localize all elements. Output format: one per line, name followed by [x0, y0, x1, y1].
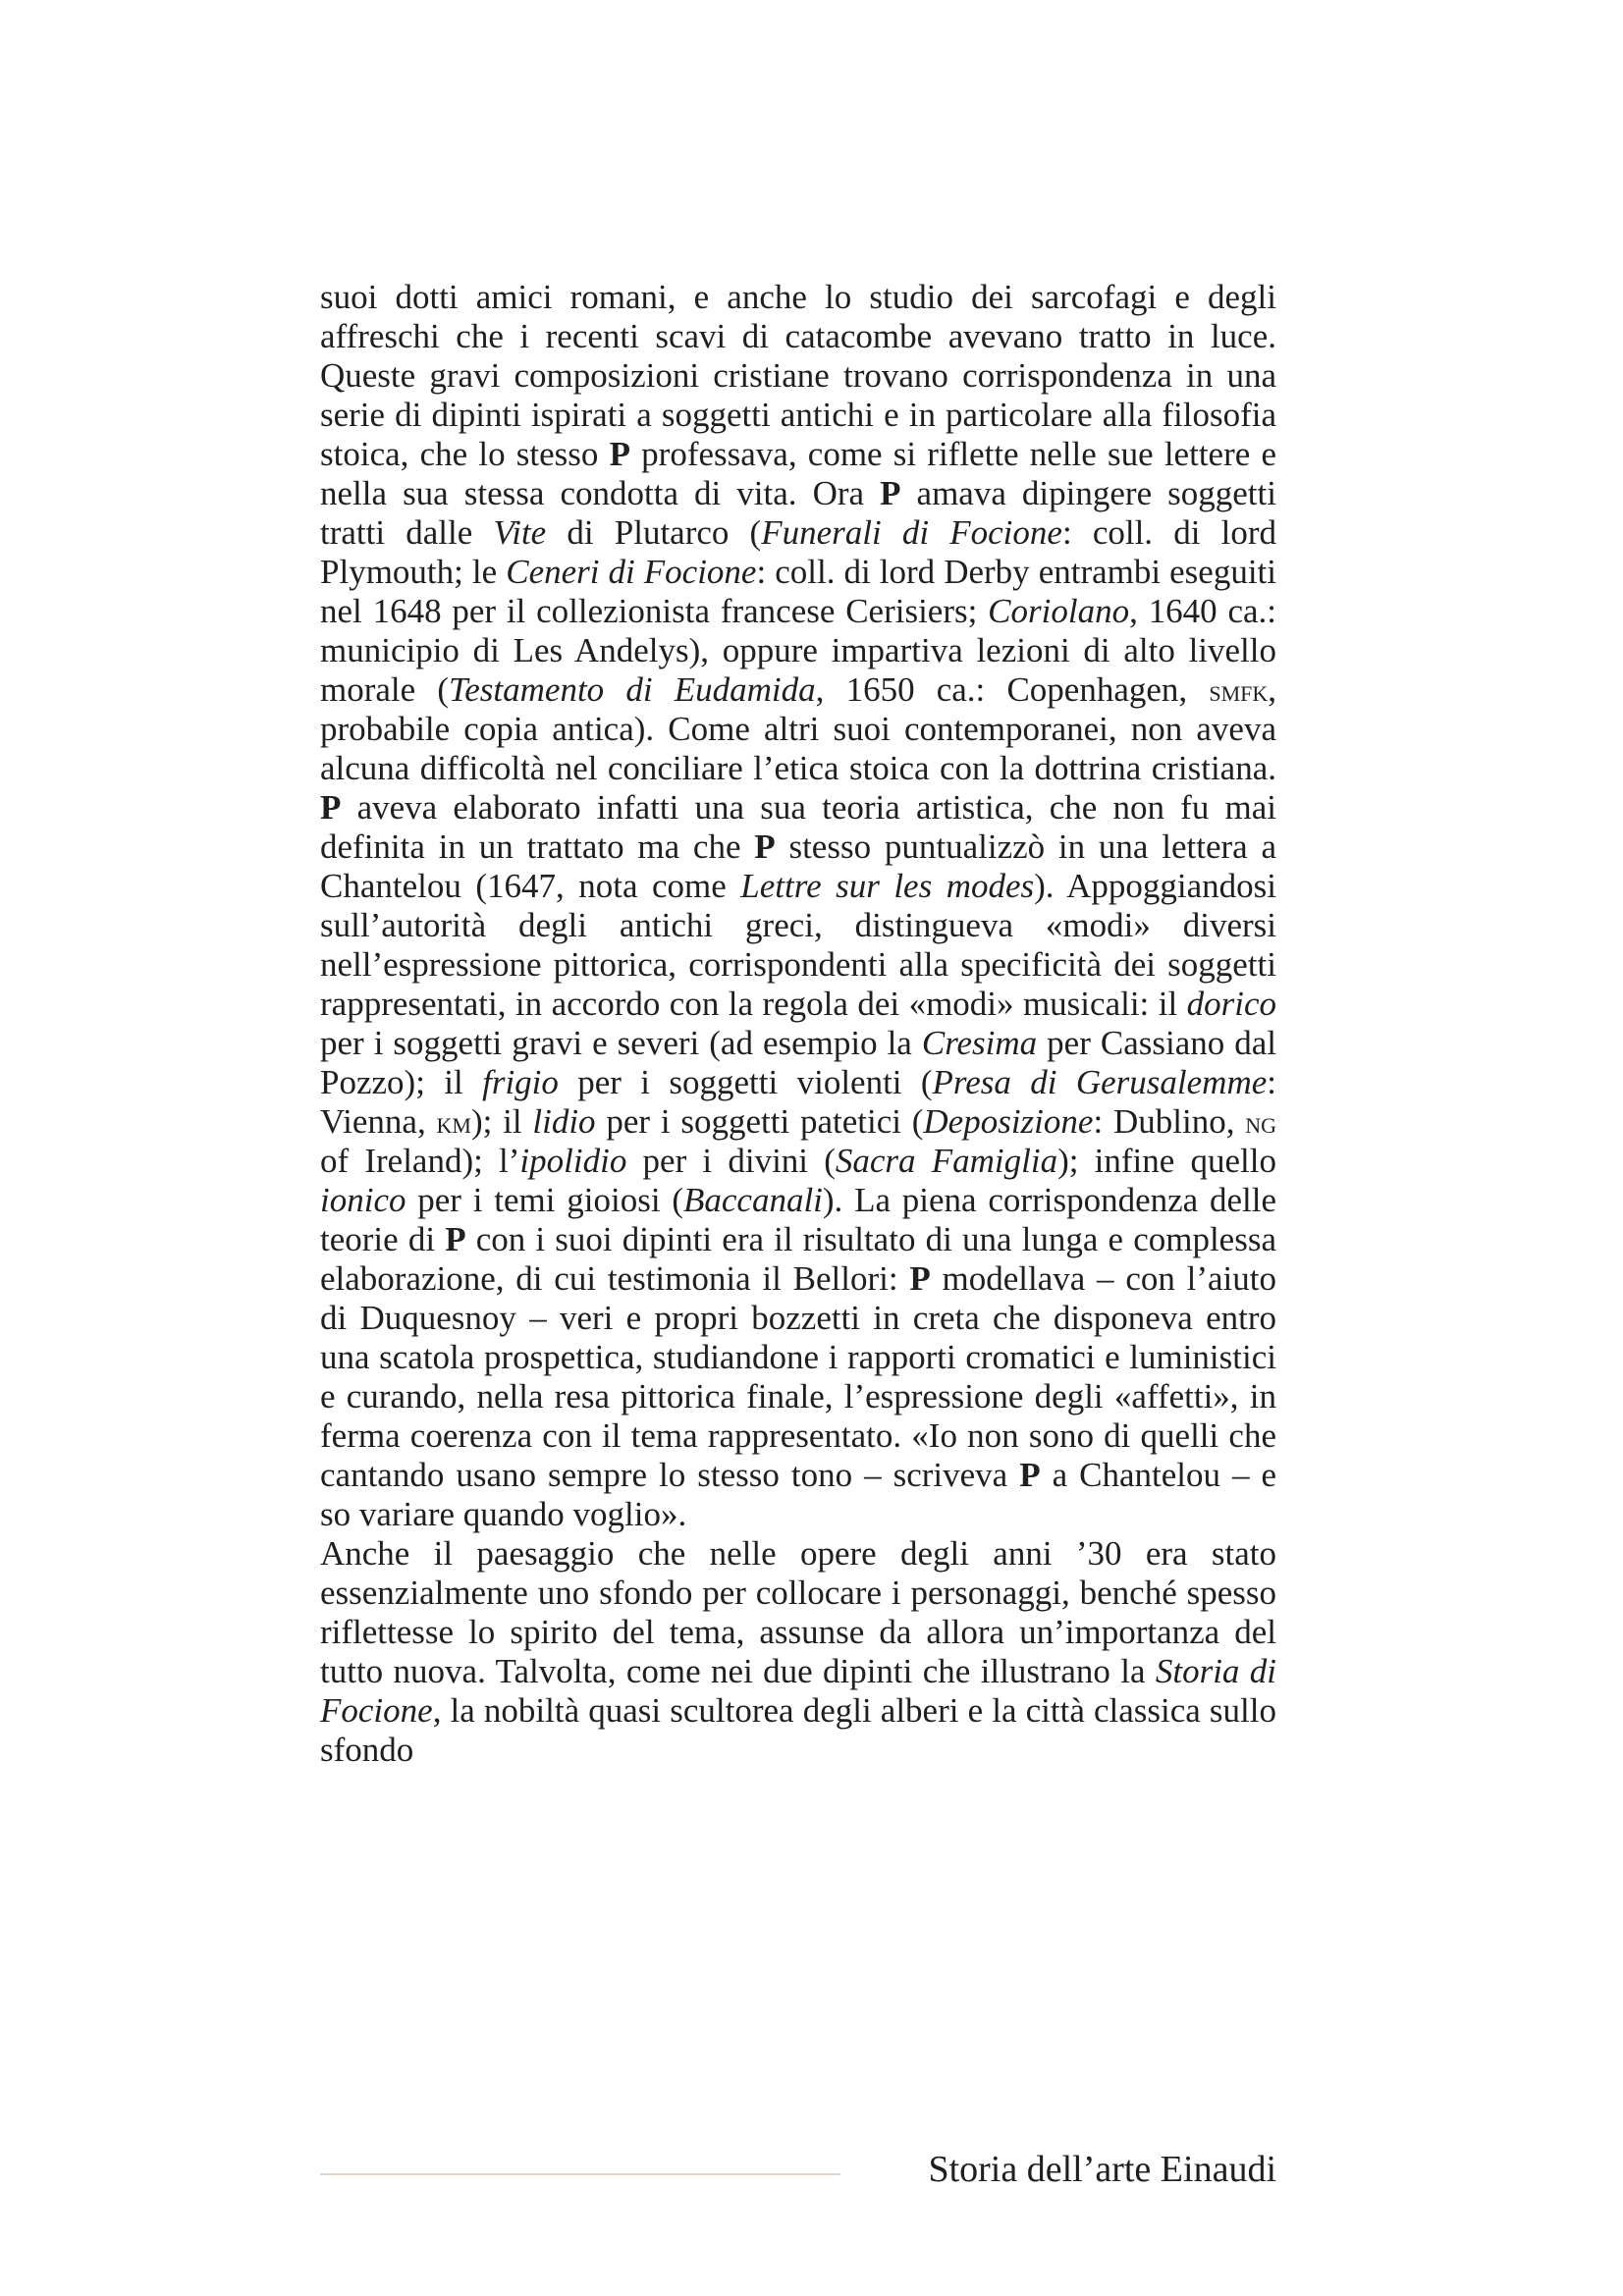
work-title: Sacra Famiglia — [835, 1142, 1058, 1180]
text-run: of Ireland); l’ — [320, 1142, 520, 1180]
text-run: ); il — [470, 1102, 533, 1141]
text-run: amava dipingere soggetti tratti dalle — [320, 474, 1276, 552]
author-initial: P — [1019, 1456, 1041, 1494]
author-initial: P — [754, 828, 776, 866]
paragraph-1 — [320, 278, 1276, 1534]
author-initial: P — [445, 1220, 466, 1258]
paragraph-2 — [320, 1534, 1276, 1770]
mode-name: dorico — [1186, 985, 1276, 1023]
mode-name: frigio — [482, 1063, 559, 1101]
work-title: Storia di Focione — [320, 1652, 1276, 1730]
work-title: Baccanali — [683, 1181, 823, 1219]
text-run: ); infine quello — [1057, 1142, 1276, 1180]
work-title: Cresima — [921, 1024, 1038, 1062]
text-run: per i soggetti violenti ( — [558, 1063, 933, 1101]
text-run: per i soggetti gravi e severi (ad esempio la — [320, 1024, 922, 1062]
body-text — [320, 278, 1276, 1770]
text-run: ). Appoggiandosi sull’autorità degli antichi greci, distingueva «modi» diversi nell’espressione pittorica, corrispondenti alla specificità dei soggetti rappresentati, in accordo con la regola dei «modi» musicali: il — [320, 867, 1276, 1023]
text-run: professava, come si riflette nelle sue lettere e nella sua stessa condotta di vita. Ora — [320, 435, 1276, 512]
author-initial: P — [320, 788, 342, 827]
text-run: : coll. di lord Plymouth; le — [320, 513, 1276, 591]
work-title: Lettre sur les modes — [740, 867, 1035, 905]
work-title: Deposizione — [923, 1102, 1094, 1141]
text-run: Anche il paesaggio che nelle opere degli anni ’30 era stato essenzialmente uno sfondo per collocare i personaggi, benché spesso riflettesse lo spirito del tema, assunse da allora un’importanza del tutto nuova. Talvolta, come nei due dipinti che illustrano la — [320, 1534, 1276, 1690]
footer-rule — [320, 2173, 840, 2175]
text-run: , 1650 ca.: Copenhagen, — [815, 670, 1210, 709]
text-run: per i divini ( — [626, 1142, 836, 1180]
work-title: Presa di Gerusalemme — [932, 1063, 1268, 1101]
text-run: modellava – con l’aiuto di Duquesnoy – veri e propri bozzetti in creta che disponeva entro una scatola prospettica, studiandone i rapporti cromatici e luministici e curando, nella resa pittorica finale, l’espressione degli «affetti», in ferma coerenza con il tema rappresentato. «Io non sono di quelli che cantando usano sempre lo stesso tono – scriveva — [320, 1259, 1276, 1494]
text-run: : coll. di lord Derby entrambi eseguiti nel 1648 per il collezionista francese Cerisiers; — [320, 553, 1277, 630]
work-title: Ceneri di Focione — [506, 553, 757, 591]
work-title: Testamento di Eudamida — [449, 670, 816, 709]
author-initial: P — [880, 474, 901, 512]
text-run: aveva elaborato infatti una sua teoria artistica, che non fu mai definita in un trattato ma che — [320, 788, 1276, 866]
work-title: Coriolano — [988, 592, 1130, 630]
text-run: con i suoi dipinti era il risultato di una lunga e complessa elaborazione, di cui testimonia il Bellori: — [320, 1220, 1276, 1298]
text-run: per Cassiano dal Pozzo); il — [320, 1024, 1276, 1101]
work-title: Vite — [493, 513, 547, 552]
text-run: per i soggetti patetici ( — [595, 1102, 924, 1141]
footer-title: Storia dell’arte Einaudi — [928, 2149, 1276, 2190]
museum-abbreviation: ng — [1245, 1104, 1277, 1140]
text-run: suoi dotti amici romani, e anche lo studio dei sarcofagi e degli affreschi che i recenti scavi di catacombe avevano tratto in luce. Queste gravi composizioni cristiane trovano corrispondenza in una serie di dipinti ispirati a soggetti antichi e in particolare alla filosofia stoica, che lo stesso — [320, 278, 1276, 473]
work-title: Funerali di Focione — [761, 513, 1062, 552]
text-run: ). La piena corrispondenza delle teorie di — [320, 1181, 1276, 1258]
text-run: per i temi gioiosi ( — [406, 1181, 683, 1219]
text-run: : Dublino, — [1093, 1102, 1246, 1141]
text-run: a Chantelou – e so variare quando voglio». — [320, 1456, 1276, 1533]
text-run: : Vienna, — [320, 1063, 1276, 1141]
mode-name: ionico — [320, 1181, 406, 1219]
author-initial: P — [909, 1259, 931, 1298]
text-run: di Plutarco ( — [546, 513, 762, 552]
author-initial: P — [609, 435, 630, 473]
text-run: , 1640 ca.: municipio di Les Andelys), oppure impartiva lezioni di alto livello morale ( — [320, 592, 1276, 709]
text-run: , la nobiltà quasi scultorea degli alberi e la città classica sullo sfondo — [320, 1691, 1276, 1769]
text-run: stesso puntualizzò in una lettera a Chantelou (1647, nota come — [320, 828, 1276, 905]
text-run: , probabile copia antica). Come altri suoi contemporanei, non aveva alcuna difficoltà nel conciliare l’etica stoica con la dottrina cristiana. — [320, 670, 1277, 787]
mode-name: ipolidio — [519, 1142, 627, 1180]
museum-abbreviation: km — [436, 1104, 471, 1140]
museum-abbreviation: smfk — [1209, 672, 1269, 708]
mode-name: lidio — [532, 1102, 596, 1141]
